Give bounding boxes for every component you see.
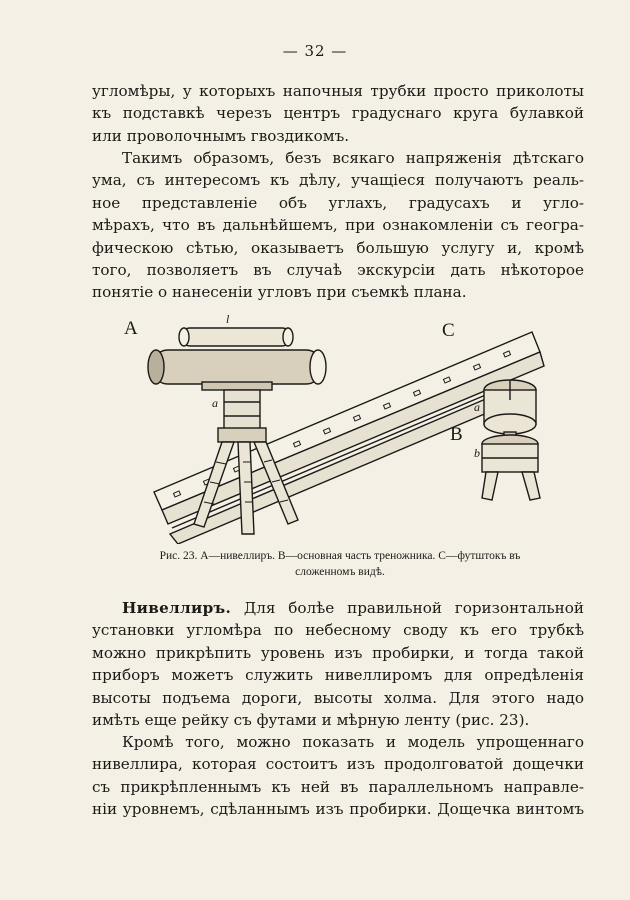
text-line: съ прикрѣпленнымъ къ ней въ параллельномъ направле- <box>92 777 584 796</box>
section-heading: Нивеллиръ. <box>122 599 232 617</box>
text-line: или проволочнымъ гвоздикомъ. <box>92 126 350 145</box>
text-line: Кромѣ того, можно показать и модель упрощеннаго <box>122 733 584 751</box>
caption-line: сложенномъ видѣ. <box>295 566 385 578</box>
text-line: ніи уровнемъ, сдѣланнымъ изъ пробирки. Дощечка винтомъ <box>92 800 584 819</box>
figure-illustration <box>112 312 562 544</box>
text-line: фическою сѣтью, оказываетъ большую услугу и, кромѣ <box>92 238 584 257</box>
text-line: нивеллира, которая состоитъ изъ продолговатой дощечки <box>92 755 584 774</box>
caption-line: Рис. 23. А—нивеллиръ. В—основная часть треножника. С—футштокъ въ <box>159 550 521 562</box>
text-line <box>92 597 584 619</box>
text-line: приборъ можетъ служить нивеллиромъ для опредѣленія <box>92 666 584 685</box>
figure-mark-a-instrument: a <box>212 396 218 410</box>
text-line: Такимъ образомъ, безъ всякаго напряженія дѣтскаго <box>122 149 584 167</box>
paragraph-2 <box>92 147 584 304</box>
text-line: ное представленіе объ углахъ, градусахъ и угло- <box>92 193 584 212</box>
text-line: ума, съ интересомъ къ дѣлу, учащіеся получаютъ реаль- <box>92 171 584 190</box>
text-line: можно прикрѣпить уровень изъ пробирки, и тогда такой <box>92 643 584 662</box>
text-line: имѣть еще рейку съ футами и мѣрную ленту (рис. 23). <box>92 711 530 730</box>
text-line: мѣрахъ, что въ дальнѣйшемъ, при ознакомленіи съ геогра- <box>92 216 584 235</box>
text-line: высоты подъема дороги, высоты холма. Для этого надо <box>92 688 584 707</box>
text-line: установки угломѣра по небесному своду къ его трубкѣ <box>92 621 584 640</box>
page-number: — 32 — <box>282 42 348 60</box>
figure-label-b: B <box>450 424 463 445</box>
text-line: угломѣры, у которыхъ напочныя трубки просто приколоты <box>92 82 584 100</box>
figure-mark-l: l <box>226 312 230 326</box>
paragraph-4 <box>92 731 584 821</box>
tripod-head-drawing <box>482 380 540 500</box>
text-line: понятіе о нанесеніи угловъ при съемкѣ плана. <box>92 283 467 302</box>
text-line-rest: Для болѣе правильной горизонтальной <box>243 599 584 617</box>
figure-mark-a-head: a <box>474 400 480 414</box>
text-line: къ подставкѣ черезъ центръ градуснаго круга булавкой <box>92 104 584 123</box>
text-line: того, позволяетъ въ случаѣ экскурсіи дать нѣкоторое <box>92 261 584 280</box>
figure-23 <box>112 312 562 544</box>
figure-caption <box>100 548 580 580</box>
paragraph-1 <box>92 80 584 147</box>
paragraph-3 <box>92 597 584 731</box>
figure-label-a: A <box>124 318 138 339</box>
figure-mark-b-head: b <box>474 446 480 460</box>
figure-label-c: C <box>442 320 455 341</box>
